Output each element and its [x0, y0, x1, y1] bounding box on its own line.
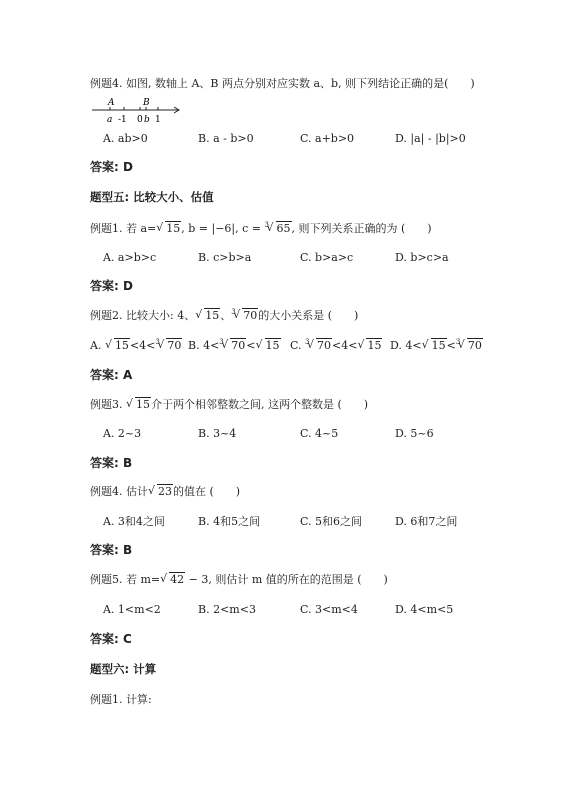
ex5-3-option-d: D. 5~6	[395, 427, 434, 440]
tick-label-neg1: -1	[118, 115, 127, 125]
ex5-5-option-b: B. 2<m<3	[198, 603, 256, 616]
ex5-2-question: 例题2. 比较大小: 4、√ 15、 √ 3 70的大小关系是 ( )	[90, 309, 358, 323]
ex5-4-question: 例题4. 估计√ 23的值在 ( )	[90, 485, 240, 499]
ex5-2-option-b: B. 4< √ 3 70<√ 15	[188, 339, 281, 353]
ex4-option-d: D. |a| - |b|>0	[395, 132, 466, 145]
ex5-4-option-a: A. 3和4之间	[103, 515, 165, 528]
ex5-1-answer: 答案: D	[90, 279, 133, 293]
ex5-3-option-a: A. 2~3	[103, 427, 142, 440]
ex5-5-option-a: A. 1<m<2	[103, 603, 161, 616]
number-line-figure	[90, 95, 190, 125]
ex5-1-option-a: A. a>b>c	[103, 251, 157, 264]
ex4-option-c: C. a+b>0	[300, 132, 355, 145]
ex5-2-option-c: C. √ 3 70<4<√ 15	[290, 339, 382, 353]
tick-label-1: 1	[155, 115, 161, 125]
tick-label-a: a	[107, 115, 113, 125]
section-5-heading: 题型五: 比较大小、估值	[90, 190, 214, 204]
ex6-1-question: 例题1. 计算:	[90, 693, 152, 706]
label-A: A	[108, 98, 115, 108]
ex4-option-a: A. ab>0	[103, 132, 148, 145]
ex4-option-b: B. a - b>0	[198, 132, 254, 145]
example-4-question: 例题4. 如图, 数轴上 A、B 两点分别对应实数 a、b, 则下列结论正确的是( )	[90, 77, 475, 90]
tick-label-0: 0	[137, 115, 143, 125]
ex5-1-option-d: D. b>c>a	[395, 251, 449, 264]
ex5-2-answer: 答案: A	[90, 368, 133, 382]
ex5-3-option-b: B. 3~4	[198, 427, 237, 440]
ex5-4-option-b: B. 4和5之间	[198, 515, 261, 528]
tick-label-b: b	[144, 115, 150, 125]
ex5-4-option-c: C. 5和6之间	[300, 515, 363, 528]
ex5-2-option-a: A. √ 15<4< √ 3 70	[90, 339, 182, 353]
ex5-5-answer: 答案: C	[90, 632, 132, 646]
ex5-5-option-d: D. 4<m<5	[395, 603, 454, 616]
ex5-3-answer: 答案: B	[90, 456, 133, 470]
ex5-4-option-d: D. 6和7之间	[395, 515, 458, 528]
ex5-5-option-c: C. 3<m<4	[300, 603, 358, 616]
ex5-4-answer: 答案: B	[90, 543, 133, 557]
ex5-3-question: 例题3. √ 15介于两个相邻整数之间, 这两个整数是 ( )	[90, 398, 368, 412]
ex5-2-option-d: D. 4<√ 15< √ 3 70	[390, 339, 483, 353]
ex5-3-option-c: C. 4~5	[300, 427, 339, 440]
ex5-1-option-b: B. c>b>a	[198, 251, 252, 264]
ex5-1-option-c: C. b>a>c	[300, 251, 354, 264]
ex4-answer: 答案: D	[90, 160, 133, 174]
section-6-heading: 题型六: 计算	[90, 662, 157, 676]
ex5-1-question: 例题1. 若 a=√ 15, b = |−6|, c = √ 3 65, 则下列关系正确的为 ( )	[90, 222, 432, 236]
label-B: B	[143, 98, 150, 108]
ex5-5-question: 例题5. 若 m=√ 42 − 3, 则估计 m 值的所在的范围是 ( )	[90, 573, 388, 587]
